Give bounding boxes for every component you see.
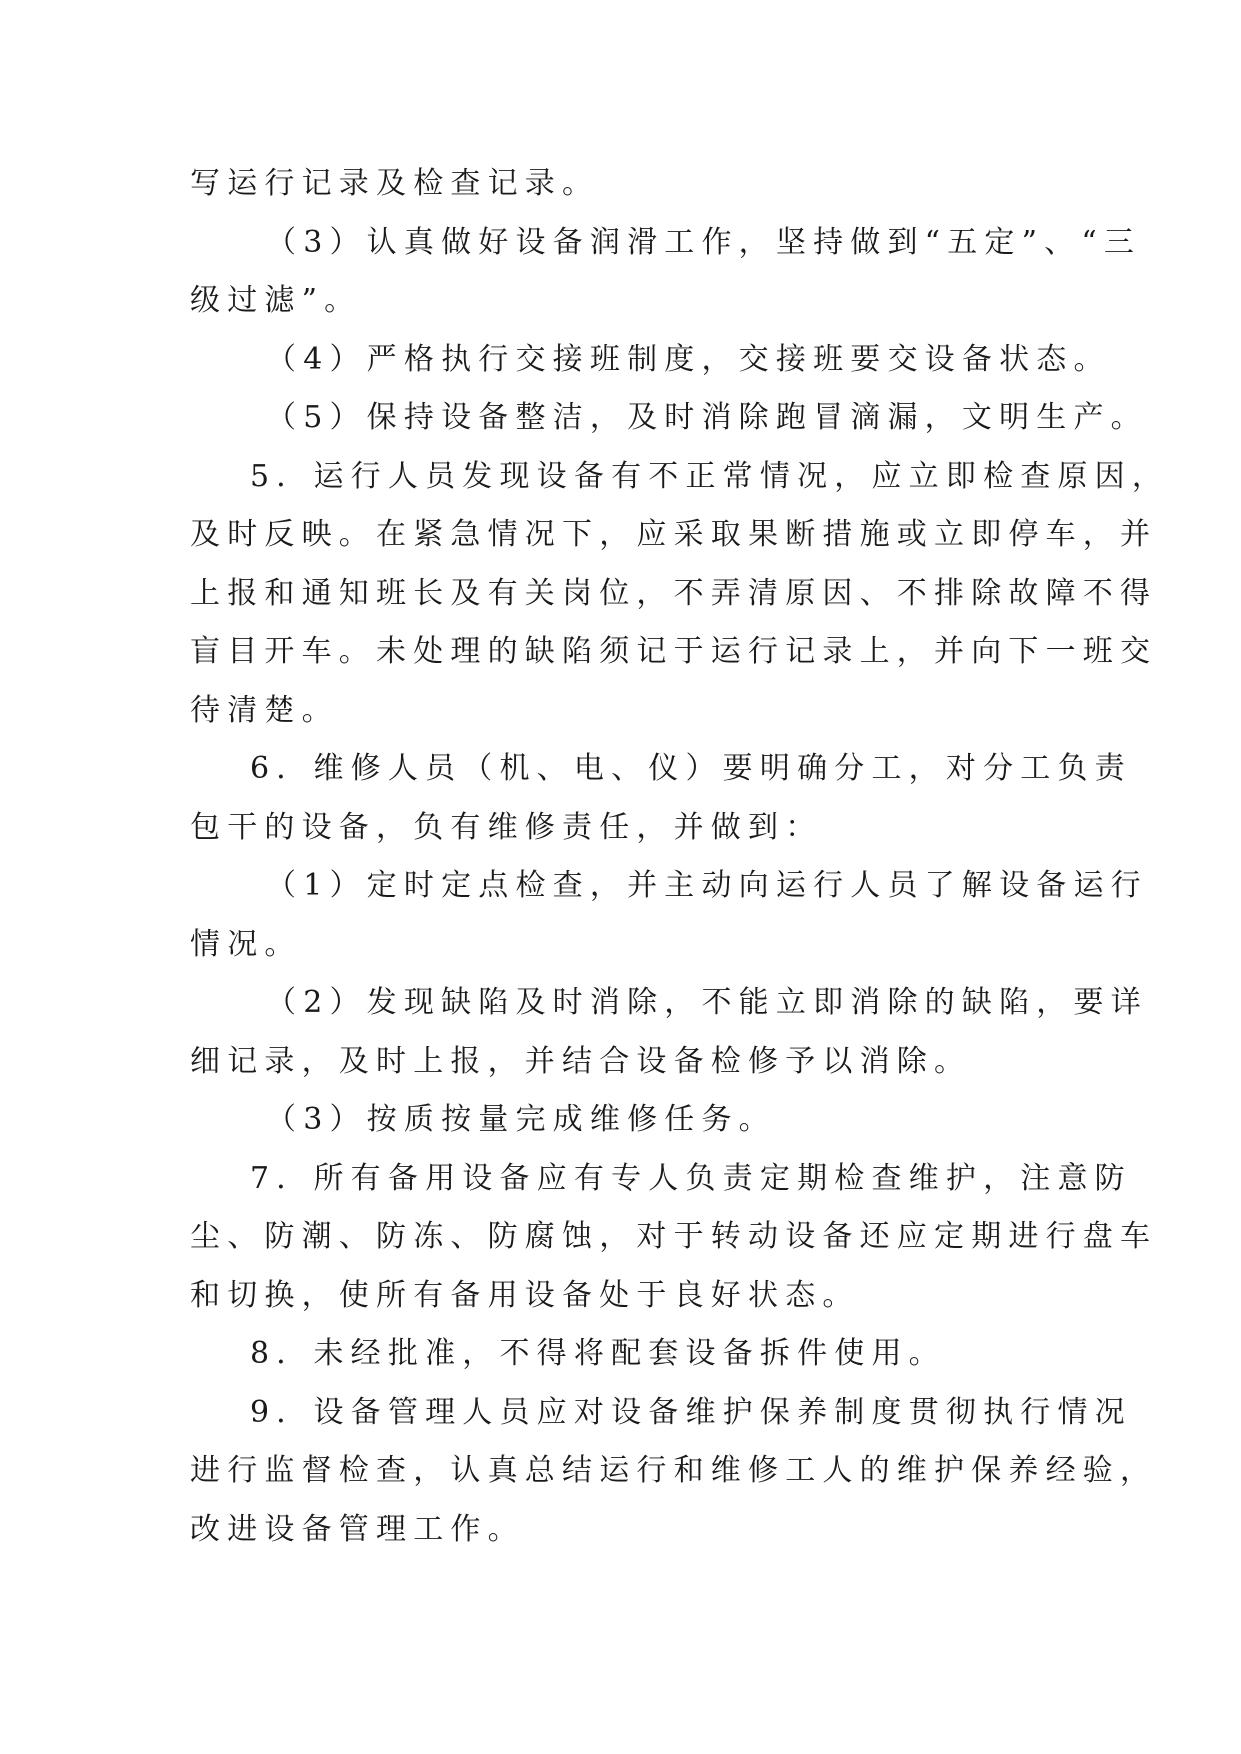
text-line: 5．运行人员发现设备有不正常情况，应立即检查原因， (250, 458, 1170, 494)
text-line: 细记录，及时上报，并结合设备检修予以消除。 (190, 1043, 972, 1079)
text-line: 6．维修人员（机、电、仪）要明确分工，对分工负责 (250, 751, 1132, 786)
text-line: 包干的设备，负有维修责任，并做到： (190, 809, 823, 845)
text-line: 进行监督检查，认真总结运行和维修工人的维护保养经验， (190, 1453, 1158, 1488)
text-line: 写运行记录及检查记录。 (190, 166, 600, 201)
text-line: 8．未经批准，不得将配套设备拆件使用。 (250, 1336, 946, 1371)
text-line: 改进设备管理工作。 (190, 1511, 525, 1547)
text-line: 情况。 (190, 926, 302, 962)
document-body (190, 155, 1170, 1559)
text-line: 尘、防潮、防冻、防腐蚀，对于转动设备还应定期进行盘车 (190, 1219, 1158, 1254)
text-line: （5）保持设备整洁，及时消除跑冒滴漏，文明生产。 (266, 400, 1148, 435)
text-line: （3）按质按量完成维修任务。 (266, 1102, 776, 1137)
text-line: 7．所有备用设备应有专人负责定期检查维护，注意防 (250, 1160, 1132, 1196)
text-line: （4）严格执行交接班制度，交接班要交设备状态。 (266, 341, 1111, 377)
text-line: 级过滤”。 (190, 283, 362, 318)
text-line: （3）认真做好设备润滑工作，坚持做到“五定”、“三 (266, 224, 1142, 260)
text-line: 9．设备管理人员应对设备维护保养制度贯彻执行情况 (250, 1394, 1132, 1430)
text-line: 盲目开车。未处理的缺陷须记于运行记录上，并向下一班交 (190, 634, 1158, 669)
text-line: 待清楚。 (190, 692, 339, 728)
text-line: 上报和通知班长及有关岗位，不弄清原因、不排除故障不得 (190, 575, 1158, 611)
text-line: （2）发现缺陷及时消除，不能立即消除的缺陷，要详 (266, 985, 1148, 1020)
text-line: 及时反映。在紧急情况下，应采取果断措施或立即停车，并 (190, 517, 1158, 552)
text-line: （1）定时定点检查，并主动向运行人员了解设备运行 (266, 868, 1148, 903)
text-line: 和切换，使所有备用设备处于良好状态。 (190, 1277, 860, 1313)
